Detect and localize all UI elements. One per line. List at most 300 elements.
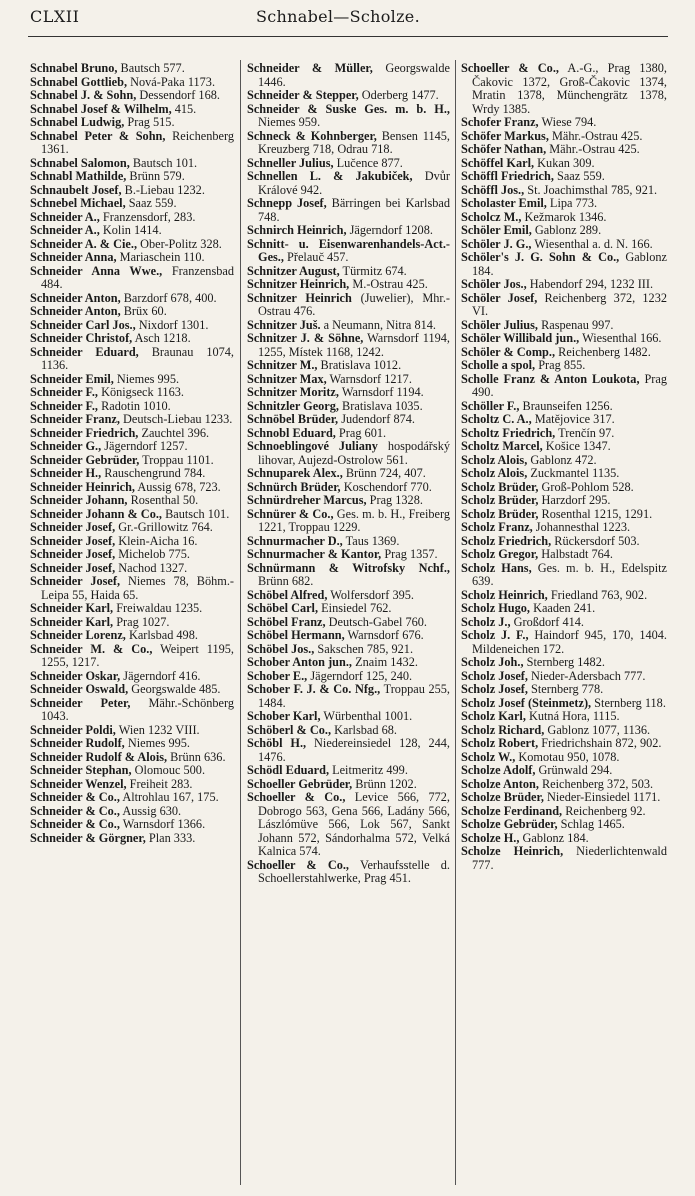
directory-entry	[247, 778, 450, 792]
entry-name: Schnitzer Juš.	[247, 317, 321, 332]
entry-name: Schneider Oswald,	[30, 682, 129, 696]
entry-name: Schnellen L. & Jakubiček,	[247, 169, 413, 183]
directory-entry	[30, 130, 234, 157]
directory-entry	[461, 778, 667, 792]
entry-details: Leitmeritz 499.	[329, 763, 408, 777]
entry-name: Scholz Josef,	[461, 668, 528, 683]
entry-name: Schnaubelt Josef,	[30, 182, 122, 197]
directory-entry	[461, 413, 667, 427]
entry-details: Gr.-Grillowitz 764.	[115, 520, 213, 534]
entry-details: Gablonz 1077, 1136.	[544, 722, 651, 737]
entry-details: Türmitz 674.	[339, 263, 407, 278]
entry-name: Scholz Alois,	[461, 452, 528, 467]
entry-details: Reichenberg 1361.	[41, 128, 234, 156]
directory-entry	[461, 427, 667, 441]
entry-details: Prag 855.	[535, 358, 586, 372]
directory-entry	[30, 508, 234, 522]
entry-name: Schnabel Ludwig,	[30, 115, 125, 129]
entry-details: Reichenberg 92.	[562, 803, 646, 818]
entry-name: Scholz Richard,	[461, 722, 545, 737]
entry-details: Jägerndorf 1208.	[346, 223, 433, 237]
directory-entry	[247, 157, 450, 171]
entry-details: Sternberg 778.	[527, 682, 604, 696]
entry-details: Kutná Hora, 1115.	[525, 709, 620, 723]
entry-name: Schneider Lorenz,	[30, 628, 126, 642]
entry-details: Zauchtel 396.	[138, 425, 210, 440]
directory-entry	[30, 616, 234, 630]
column-divider	[455, 60, 456, 1185]
entry-details: Reichenberg 372, 503.	[538, 776, 654, 791]
entry-details: Würbenthal 1001.	[320, 709, 413, 723]
entry-details: Rosenthal 1215, 1291.	[538, 506, 653, 521]
directory-entry	[247, 562, 450, 589]
directory-entry	[247, 373, 450, 387]
entry-name: Schöbel Hermann,	[247, 628, 345, 642]
directory-entry	[461, 589, 667, 603]
entry-details: Prag 490.	[472, 371, 667, 399]
entry-details: Prag 601.	[335, 425, 387, 440]
directory-entry	[461, 197, 667, 211]
entry-name: Schneider Gebrüder,	[30, 452, 140, 467]
entry-details: Rauschengrund 784.	[101, 466, 206, 480]
directory-entry	[247, 89, 450, 103]
entry-details: Habendorf 294, 1232 III.	[526, 277, 654, 291]
column-1	[30, 62, 234, 1192]
entry-details: Jägerndorf 416.	[120, 668, 201, 683]
entry-details: Košice 1347.	[542, 439, 611, 453]
entry-name: Schneider Josef,	[30, 574, 121, 588]
entry-name: Schneller Julius,	[247, 155, 334, 170]
entry-name: Schnitzer August,	[247, 263, 340, 278]
directory-entry	[247, 440, 450, 467]
directory-entry	[461, 116, 667, 130]
entry-name: Scholle a spol,	[461, 358, 536, 372]
entry-name: Scholz Brüder,	[461, 479, 539, 494]
entry-details: Niemes 78, Böhm.-Leipa 55, Haida 65.	[41, 574, 234, 602]
entry-name: Schneider Karl,	[30, 601, 114, 615]
entry-name: Scholze Brüder,	[461, 790, 544, 804]
directory-entry	[247, 683, 450, 710]
entry-details: Brünn 724, 407.	[342, 466, 426, 480]
directory-entry	[30, 751, 234, 765]
directory-entry	[461, 737, 667, 751]
entry-details: Deutsch-Liebau 1233.	[119, 412, 233, 426]
directory-entry	[30, 440, 234, 454]
entry-name: Schöler Josef,	[461, 290, 538, 305]
entry-name: Scholz Franz,	[461, 520, 533, 534]
directory-entry	[461, 481, 667, 495]
directory-entry	[247, 656, 450, 670]
entry-details: Friedland 763, 902.	[547, 587, 648, 602]
entry-details: Bautsch 101.	[129, 155, 198, 170]
directory-entry	[247, 238, 450, 265]
entry-details: Brünn 1202.	[352, 776, 417, 791]
entry-details: Troppau 255, 1484.	[258, 682, 450, 710]
entry-details: Nieder-Einsiedel 1171.	[543, 790, 661, 804]
entry-name: Schöler Willibald jun.,	[461, 331, 580, 345]
entry-name: Schoeller & Co.,	[461, 62, 559, 75]
entry-details: Deutsch-Gabel 760.	[325, 614, 427, 629]
directory-entry	[247, 494, 450, 508]
entry-name: Scholz Josef (Steinmetz),	[461, 695, 592, 710]
entry-details: Gablonz 289.	[531, 223, 602, 237]
directory-entry	[30, 791, 234, 805]
entry-name: Schneider & Co.,	[30, 790, 120, 804]
entry-name: Schneider & Müller,	[247, 62, 373, 75]
entry-details: Bärringen bei Karlsbad 748.	[258, 196, 450, 224]
directory-entry	[247, 737, 450, 764]
directory-entry	[30, 184, 234, 198]
entry-details: Olomouc 500.	[131, 763, 206, 777]
entry-name: Schneider Christof,	[30, 331, 133, 345]
entry-name: Schoeller & Co.,	[247, 790, 346, 804]
entry-details: Lučence 877.	[333, 155, 403, 170]
entry-name: Scholz J. F.,	[461, 628, 529, 642]
entry-details: Bratislava 1035.	[338, 398, 423, 413]
entry-name: Scholz Karl,	[461, 709, 526, 723]
directory-entry	[247, 629, 450, 643]
directory-entry	[247, 197, 450, 224]
entry-name: Schneider Heinrich,	[30, 479, 135, 494]
entry-name: Scholz Heinrich,	[461, 587, 548, 602]
entry-details: Johannesthal 1223.	[532, 520, 631, 534]
entry-name: Schöler J. G.,	[461, 236, 532, 251]
entry-details: Michelob 775.	[115, 547, 190, 561]
directory-entry	[30, 373, 234, 387]
entry-name: Schödl Eduard,	[247, 763, 330, 777]
directory-entry	[30, 76, 234, 90]
entry-name: Schnabl Mathilde,	[30, 169, 127, 183]
entry-details: Friedrichshain 872, 902.	[538, 736, 662, 750]
directory-entry	[30, 548, 234, 562]
page-number: CLXII	[30, 7, 80, 26]
entry-name: Schneider & Co.,	[30, 803, 120, 818]
directory-entry	[461, 238, 667, 252]
entry-details: B.-Liebau 1232.	[121, 182, 205, 197]
entry-details: Ober-Politz 328.	[137, 236, 222, 251]
entry-details: Freiwaldau 1235.	[113, 601, 203, 615]
entry-name: Schnabel Bruno,	[30, 62, 118, 75]
entry-name: Schneider & Co.,	[30, 817, 120, 831]
directory-entry	[30, 467, 234, 481]
entry-details: Nová-Paka 1173.	[127, 74, 216, 89]
entry-details: St. Joachimsthal 785, 921.	[524, 182, 658, 197]
entry-details: Gablonz 184.	[519, 830, 589, 845]
directory-entry	[461, 494, 667, 508]
entry-name: Schnürch Brüder,	[247, 479, 341, 494]
directory-entry	[247, 548, 450, 562]
directory-entry	[461, 724, 667, 738]
entry-name: Schober Anton jun.,	[247, 655, 353, 669]
entry-details: Verhaufsstelle d. Schoellerstahlwerke, Prag 451.	[258, 857, 450, 885]
directory-entry	[247, 359, 450, 373]
entry-details: Gablonz 184.	[472, 250, 667, 278]
entry-details: Mähr.-Ostrau 425.	[548, 128, 643, 143]
directory-entry	[30, 778, 234, 792]
entry-name: Schober Karl,	[247, 709, 321, 723]
directory-entry	[461, 751, 667, 765]
entry-name: Scholz J.,	[461, 614, 511, 629]
directory-entry	[461, 548, 667, 562]
entry-name: Schneider Josef,	[30, 560, 116, 575]
entry-name: Schneider F.,	[30, 385, 98, 399]
entry-details: Wien 1232 VIII.	[115, 722, 200, 737]
entry-name: Schnuparek Alex.,	[247, 466, 343, 480]
directory-entry	[30, 427, 234, 441]
entry-name: Scholtz C. A.,	[461, 412, 532, 426]
entry-name: Schnitzer Max,	[247, 371, 327, 386]
directory-entry	[461, 373, 667, 400]
entry-details: a Neumann, Nitra 814.	[320, 317, 436, 332]
entry-name: Schöler Julius,	[461, 317, 538, 332]
entry-details: Braunau 1074, 1136.	[41, 344, 234, 372]
directory-entry	[461, 535, 667, 549]
entry-name: Schneider Anna Wwe.,	[30, 263, 163, 278]
entry-name: Schnabel Gottlieb,	[30, 74, 128, 89]
entry-details: Jägerndorf 125, 240.	[307, 668, 413, 683]
entry-details: Franzensbad 484.	[41, 263, 234, 291]
entry-details: Warnsdorf 1194.	[338, 385, 424, 399]
entry-name: Schnürmann & Witrofsky Nchf.,	[247, 560, 450, 575]
entry-details: Nixdorf 1301.	[135, 317, 209, 332]
entry-name: Schneider Johann,	[30, 493, 128, 507]
entry-name: Scholcz M.,	[461, 209, 522, 224]
entry-name: Schnitt- u. Eisenwarenhandels-Act.-Ges.,	[247, 236, 450, 264]
entry-name: Scholze Anton,	[461, 776, 539, 791]
entry-name: Schnitzer Moritz,	[247, 385, 339, 399]
entry-details: Groß-Pohlom 528.	[538, 479, 634, 494]
directory-entry	[461, 805, 667, 819]
entry-name: Schnitzler Georg,	[247, 398, 339, 413]
entry-details: Georgswalde 1446.	[258, 62, 450, 89]
entry-details: Mähr.-Schönberg 1043.	[41, 695, 234, 723]
entry-details: Radotin 1010.	[98, 398, 171, 413]
entry-details: Kukan 309.	[534, 155, 595, 170]
directory-entry	[461, 710, 667, 724]
directory-entry	[247, 508, 450, 535]
directory-entry	[247, 319, 450, 333]
entry-details: Prag 515.	[124, 115, 175, 129]
directory-entry	[461, 62, 667, 116]
entry-details: Prag 1027.	[113, 614, 170, 629]
entry-name: Schnurmacher D.,	[247, 533, 343, 548]
entry-details: Nachod 1327.	[115, 560, 188, 575]
entry-name: Scholz Alois,	[461, 466, 528, 480]
running-title: Schnabel—Scholze.	[256, 7, 420, 26]
entry-name: Schnirch Heinrich,	[247, 223, 347, 237]
directory-entry	[30, 683, 234, 697]
entry-name: Schneider Anna,	[30, 250, 117, 264]
entry-name: Schneider A. & Cie.,	[30, 236, 138, 251]
directory-entry	[461, 683, 667, 697]
directory-entry	[30, 494, 234, 508]
entry-name: Schöberl & Co.,	[247, 722, 332, 737]
entry-details: Mähr.-Ostrau 425.	[546, 142, 640, 156]
entry-name: Schöler Jos.,	[461, 277, 527, 291]
directory-entry	[30, 346, 234, 373]
entry-details: Sternberg 118.	[591, 695, 666, 710]
entry-details: Halbstadt 764.	[538, 547, 613, 561]
entry-details: Bratislava 1012.	[317, 358, 402, 372]
directory-entry	[30, 805, 234, 819]
directory-entry	[461, 818, 667, 832]
directory-entry	[30, 157, 234, 171]
entry-details: Troppau 1101.	[139, 452, 214, 467]
directory-entry	[247, 859, 450, 886]
entry-details: Bautsch 101.	[162, 506, 230, 521]
entry-details: Matějovice 317.	[531, 412, 615, 426]
entry-name: Scholtz Friedrich,	[461, 425, 556, 440]
entry-name: Schofer Franz,	[461, 115, 539, 129]
directory-entry	[461, 764, 667, 778]
directory-entry	[30, 62, 234, 76]
entry-details: Warnsdorf 1194, 1255, Místek 1168, 1242.	[258, 331, 450, 359]
entry-details: M.-Ostrau 425.	[349, 277, 428, 291]
entry-name: Schneider H.,	[30, 466, 102, 480]
entry-name: Scholze Heinrich,	[461, 844, 564, 858]
directory-entry	[30, 454, 234, 468]
entry-details: A.-G., Prag 1380, Čakovic 1372, Groß-Čakovic 1374, Mratin 1378, Münchengrätz 1378, Wrdy 1385.	[472, 62, 667, 116]
entry-details: Reichenberg 1482.	[555, 344, 651, 359]
entry-details: Oderberg 1477.	[358, 88, 439, 102]
directory-entry	[461, 656, 667, 670]
entry-details: Kolin 1414.	[99, 223, 162, 237]
directory-entry	[461, 454, 667, 468]
directory-entry	[247, 481, 450, 495]
entry-details: Weipert 1195, 1255, 1217.	[41, 641, 234, 669]
entry-details: Taus 1369.	[342, 533, 400, 548]
entry-name: Schöffl Friedrich,	[461, 169, 554, 183]
entry-name: Schneider Anton,	[30, 290, 121, 305]
entry-name: Scholz Brüder,	[461, 493, 539, 507]
entry-details: Reichenberg 372, 1232 VI.	[472, 290, 667, 318]
directory-entry	[461, 224, 667, 238]
entry-details: Warnsdorf 676.	[344, 628, 424, 642]
entry-details: Plan 333.	[145, 830, 196, 845]
directory-entry	[30, 818, 234, 832]
directory-entry	[247, 764, 450, 778]
directory-entry	[247, 427, 450, 441]
directory-entry	[461, 170, 667, 184]
entry-details: Klein-Aicha 16.	[115, 533, 198, 548]
directory-entry	[461, 332, 667, 346]
page-header	[0, 0, 695, 42]
directory-entry	[30, 575, 234, 602]
entry-details: Saaz 559.	[125, 196, 177, 210]
entry-name: Scholz Joh.,	[461, 655, 524, 669]
directory-entry	[30, 224, 234, 238]
directory-entry	[30, 629, 234, 643]
directory-entry	[30, 386, 234, 400]
entry-details: Schlag 1465.	[557, 817, 625, 831]
entry-details: Aussig 678, 723.	[134, 479, 221, 494]
directory-entry	[247, 413, 450, 427]
directory-entry	[461, 602, 667, 616]
directory-entry	[30, 319, 234, 333]
entry-name: Schneider Wenzel,	[30, 776, 127, 791]
directory-entry	[247, 130, 450, 157]
entry-details: Kaaden 241.	[530, 601, 596, 615]
entry-name: Schneider Josef,	[30, 533, 116, 548]
entry-name: Schnabel Salomon,	[30, 155, 130, 170]
entry-details: Jägerndorf 1257.	[101, 439, 188, 453]
entry-details: Franzensdorf, 283.	[99, 209, 196, 224]
entry-details: Dvůr Králové 942.	[258, 169, 450, 197]
directory-entry	[30, 89, 234, 103]
entry-name: Schöbel Alfred,	[247, 587, 328, 602]
entry-name: Scholze Ferdinand,	[461, 803, 563, 818]
entry-name: Schnobl Eduard,	[247, 425, 336, 440]
directory-entry	[30, 413, 234, 427]
entry-name: Schneider A.,	[30, 223, 100, 237]
entry-name: Schnabel Peter & Sohn,	[30, 128, 166, 143]
entry-details: Wolfersdorf 395.	[327, 587, 414, 602]
directory-entry	[30, 332, 234, 346]
entry-name: Schöler Emil,	[461, 223, 532, 237]
directory-entry	[461, 697, 667, 711]
entry-name: Schneider & Stepper,	[247, 88, 359, 102]
entry-details: Přelauč 457.	[283, 250, 349, 264]
entry-details: Sternberg 1482.	[523, 655, 605, 669]
directory-entry	[30, 211, 234, 225]
directory-entry	[461, 346, 667, 360]
directory-entry	[30, 251, 234, 265]
directory-entry	[247, 616, 450, 630]
entry-details: Prag 1328.	[366, 493, 423, 507]
directory-entry	[461, 832, 667, 846]
entry-details: Dessendorf 168.	[136, 88, 220, 102]
entry-details: Niemes 995.	[124, 736, 190, 750]
entry-details: Sakschen 785, 921.	[314, 641, 414, 656]
entry-details: Saaz 559.	[553, 169, 605, 183]
entry-details: Barzdorf 678, 400.	[120, 290, 217, 305]
directory-entry	[30, 535, 234, 549]
entry-name: Schneider M. & Co.,	[30, 641, 153, 656]
entry-name: Schneider & Görgner,	[30, 830, 146, 845]
entry-name: Schöbel Franz,	[247, 614, 326, 629]
directory-entry	[247, 278, 450, 292]
entry-name: Schnepp Josef,	[247, 196, 327, 210]
entry-name: Schnöbel Brüder,	[247, 412, 339, 426]
entry-name: Schneider Carl Jos.,	[30, 317, 136, 332]
entry-name: Schober E.,	[247, 668, 308, 683]
entry-details: hospodářský lihovar, Aujezd-Ostrolow 561.	[258, 439, 450, 467]
entry-details: Karlsbad 498.	[125, 628, 198, 642]
entry-details: Karlsbad 68.	[331, 722, 397, 737]
entry-name: Schneider Peter,	[30, 695, 131, 710]
entry-details: Harzdorf 295.	[538, 493, 611, 507]
entry-name: Schneider Josef,	[30, 547, 116, 561]
directory-entry	[247, 589, 450, 603]
entry-name: Scholz Josef,	[461, 682, 528, 696]
directory-entry	[247, 292, 450, 319]
directory-entry	[30, 116, 234, 130]
entry-name: Schneider Rudolf & Alois,	[30, 749, 168, 764]
entry-name: Schnebel Michael,	[30, 196, 126, 210]
directory-entry	[30, 197, 234, 211]
entry-details: Braunseifen 1256.	[519, 398, 613, 413]
entry-details: Ges. m. b. H., Freiberg 1221, Troppau 1229.	[258, 506, 450, 534]
directory-entry	[30, 764, 234, 778]
directory-entry	[247, 724, 450, 738]
entry-name: Schöfer Nathan,	[461, 142, 547, 156]
directory-entry	[30, 103, 234, 117]
entry-details: Raspenau 997.	[538, 317, 614, 332]
directory-entry	[461, 157, 667, 171]
entry-details: Levice 566, 772, Dobrogo 563, Gena 566, Ladány 566, Lászlómüve 566, Lok 567, Sankt Johann 572, Sándorhalma 572, Velká Kalnica 574.	[258, 790, 450, 858]
entry-details: Grünwald 294.	[535, 763, 613, 777]
column-3	[461, 62, 667, 1192]
